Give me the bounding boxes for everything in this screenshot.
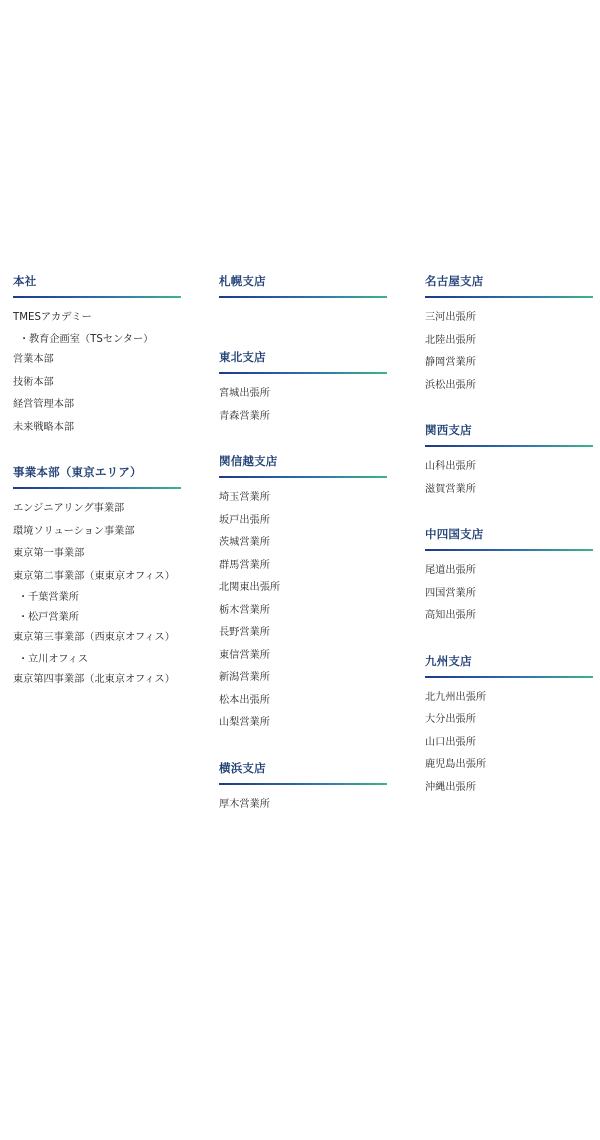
office-label: 未来戦略本部 [13,421,75,433]
section-yokohama [219,759,387,817]
bullet-dot-icon: ・ [18,611,29,623]
section-heading: 事業本部（東京エリア） [13,465,142,480]
bullet-dot-icon: ・ [18,653,29,665]
office-label: 坂戸出張所 [219,514,270,526]
section-divider [425,549,593,551]
section-heading: 札幌支店 [219,274,266,288]
office-list [425,560,593,628]
list-item[interactable] [425,605,593,628]
list-item[interactable] [425,777,593,800]
list-item[interactable] [425,583,593,606]
list-item[interactable] [425,330,593,353]
list-item[interactable] [219,712,387,735]
office-label: 東京第二事業部（東東京オフィス） [13,570,175,582]
list-item[interactable] [219,555,387,578]
list-item[interactable] [13,627,181,650]
section-kanshinetsu [219,452,387,735]
section-heading: 関西支店 [425,423,472,437]
office-label: 松戸営業所 [28,611,79,623]
section-chushikoku [425,525,593,628]
section-divider [13,487,181,489]
office-label: 沖縄出張所 [425,781,476,793]
section-jigyo-honbu [13,463,181,692]
section-kyushu [425,652,593,800]
bullet-dot-icon: ・ [18,592,29,604]
list-item[interactable] [13,498,181,521]
office-list [219,794,387,817]
office-label: 北九州出張所 [425,691,487,703]
section-divider [219,296,387,298]
office-label: 経営管理本部 [13,399,75,411]
office-list [425,307,593,397]
office-label: 営業本部 [13,354,54,366]
list-item[interactable] [219,406,387,429]
list-item[interactable] [425,754,593,777]
list-item[interactable] [13,349,181,372]
list-item[interactable] [13,669,181,692]
section-kansai [425,421,593,501]
list-item[interactable] [13,417,181,440]
list-item-sub[interactable] [13,588,181,608]
list-item-sub[interactable] [13,608,181,628]
office-label: 鹿児島出張所 [425,759,487,770]
list-item[interactable] [219,383,387,406]
office-list [219,487,387,735]
list-item[interactable] [13,521,181,544]
list-item-sub[interactable] [13,330,181,350]
list-item[interactable] [219,794,387,817]
office-label: 環境ソリューション事業部 [13,525,135,537]
office-label: 教育企画室（TSセンター） [29,333,154,345]
section-divider [425,296,593,298]
section-divider [219,783,387,785]
list-item[interactable] [219,487,387,510]
office-label: エンジニアリング事業部 [13,503,125,515]
list-item-sub[interactable] [13,650,181,670]
office-label: 千葉営業所 [28,592,79,604]
column-branches-east [219,272,387,816]
office-label: 静岡営業所 [425,357,476,368]
section-divider [13,296,181,298]
list-item[interactable] [219,532,387,555]
office-label: 東京第三事業部（西東京オフィス） [13,632,175,644]
office-label: 大分出張所 [425,714,476,725]
list-item[interactable] [13,543,181,566]
list-item[interactable] [219,600,387,623]
column-headquarters [13,272,181,692]
office-label: 山科出張所 [425,461,476,472]
list-item[interactable] [13,372,181,395]
list-item[interactable] [219,690,387,713]
section-divider [219,476,387,478]
section-divider [219,372,387,374]
list-item[interactable] [219,622,387,645]
list-item[interactable] [425,560,593,583]
section-heading: 九州支店 [425,653,472,668]
section-honsha [13,272,181,439]
section-sapporo [219,272,387,298]
office-label: 立川オフィス [28,653,89,665]
office-list [13,307,181,439]
column-branches-west [425,272,593,799]
section-tohoku [219,348,387,428]
office-label: 高知出張所 [425,610,476,621]
office-label: 東信営業所 [219,649,270,661]
office-label: 技術本部 [13,376,54,388]
section-nagoya [425,272,593,397]
list-item[interactable] [219,645,387,668]
office-list [425,456,593,501]
office-label: 北陸出張所 [425,334,476,346]
office-label: 浜松出張所 [425,379,476,391]
section-divider [425,445,593,447]
office-label: 松本出張所 [219,694,270,706]
office-label: 尾道出張所 [425,565,476,576]
section-heading: 東北支店 [219,350,266,364]
office-label: 東京第一事業部 [13,548,85,560]
office-list [425,687,593,800]
list-item[interactable] [425,709,593,732]
section-heading: 中四国支店 [425,527,484,541]
office-list [13,498,181,692]
list-item[interactable] [13,307,181,330]
section-heading: 名古屋支店 [425,274,484,288]
office-label: 山口出張所 [425,736,476,748]
office-label: TMESアカデミー [13,312,92,323]
list-item[interactable] [219,577,387,600]
office-list [219,383,387,428]
bullet-dot-icon: ・ [19,333,30,345]
list-item[interactable] [425,479,593,502]
section-heading: 関信越支店 [219,454,278,468]
office-label: 滋賀営業所 [425,483,476,495]
office-label: 埼玉営業所 [219,492,270,503]
list-item[interactable] [425,732,593,755]
office-label: 山梨営業所 [219,717,270,728]
list-item[interactable] [219,510,387,533]
office-label: 厚木営業所 [219,798,270,810]
office-label: 群馬営業所 [219,559,270,571]
list-item[interactable] [13,394,181,417]
office-label: 宮城出張所 [219,388,270,399]
list-item[interactable] [13,566,181,589]
office-label: 三河出張所 [425,312,476,323]
office-label: 北関東出張所 [219,582,281,593]
section-divider [425,676,593,678]
list-item[interactable] [425,687,593,710]
office-label: 栃木営業所 [219,604,270,616]
office-label: 東京第四事業部（北東京オフィス） [13,674,175,686]
office-label: 長野営業所 [219,627,270,638]
list-item[interactable] [425,456,593,479]
list-item[interactable] [425,375,593,398]
office-label: 新潟営業所 [219,672,270,683]
section-heading: 本社 [13,274,37,288]
office-label: 青森営業所 [219,410,270,422]
list-item[interactable] [425,352,593,375]
list-item[interactable] [219,667,387,690]
section-heading: 横浜支店 [219,760,266,775]
office-label: 四国営業所 [425,587,476,599]
office-label: 茨城営業所 [219,537,270,548]
list-item[interactable] [425,307,593,330]
